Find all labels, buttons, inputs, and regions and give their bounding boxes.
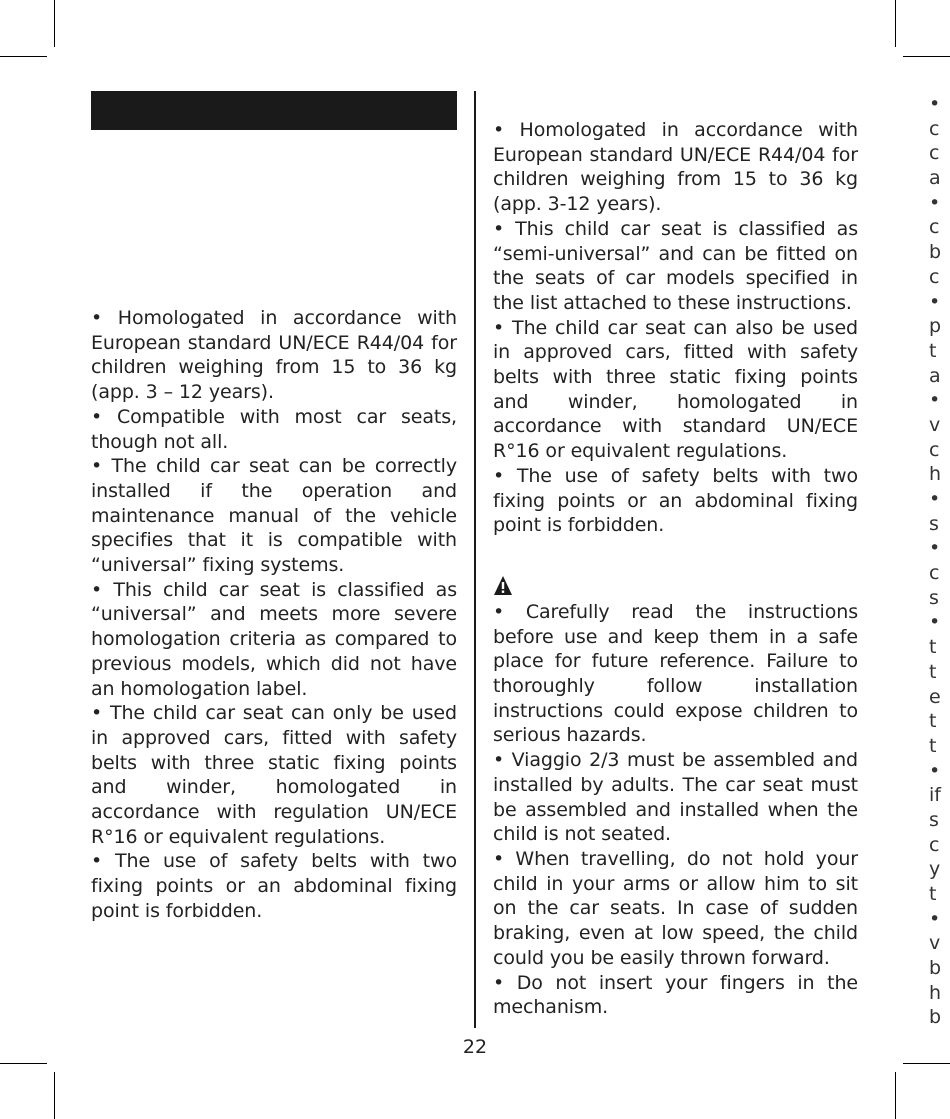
crop-mark [54,0,55,47]
section-header-bar [91,91,457,130]
edge-fragment: a [929,167,941,190]
edge-fragment: c [929,117,940,140]
crop-mark [903,1063,950,1064]
warning-triangle-icon [493,575,513,597]
edge-fragment: s [929,808,939,831]
edge-fragment: • [929,290,941,313]
edge-fragment: p [929,315,942,338]
bullet-paragraph: • This child car seat is classified as “universal” and meets more severe homologation criteria as compared to previous models, which did not have an homologation label. [91,578,457,700]
crop-mark [0,56,47,57]
edge-fragment: t [929,339,937,362]
left-column [91,306,457,924]
crop-mark [903,56,950,57]
edge-fragment: if [929,784,941,807]
crop-mark [54,1072,55,1119]
warning-paragraph: • Do not insert your fingers in the mechanism. [493,971,858,1019]
edge-fragment: c [929,833,940,856]
edge-fragment: h [929,463,942,486]
bullet-paragraph: • The child car seat can also be used in approved cars, fitted with safety belts with three static fixing points and winder, homologated in accordance with standard UN/ECE R°16 or equivalent regulations. [493,316,858,463]
edge-fragment: b [929,957,942,980]
edge-fragment: t [929,660,937,683]
next-page-text-fragments [929,92,950,1030]
edge-fragment: • [929,93,941,115]
edge-fragment: a [929,364,941,387]
edge-fragment: c [929,265,940,288]
crop-mark [895,0,896,47]
edge-fragment: s [929,512,939,535]
edge-fragment: t [929,636,937,659]
edge-fragment: c [929,562,940,585]
edge-fragment: b [929,1006,942,1029]
edge-fragment: v [929,413,941,436]
crop-mark [895,1072,896,1119]
bullet-paragraph: • Compatible with most car seats, though not all. [91,405,457,453]
edge-fragment: c [929,438,940,461]
middle-column [493,118,858,1020]
edge-fragment: t [929,883,937,905]
edge-fragment: • [929,389,941,412]
edge-fragment: v [929,932,941,955]
edge-fragment: h [929,981,942,1004]
warning-paragraph: • When travelling, do not hold your child in your arms or allow him to sit on the car seats. In case of sudden braking, even at low speed, the child could you be easily thrown forward. [493,847,858,969]
column-divider [474,91,476,1028]
bullet-paragraph: • Homologated in accordance with European standard UN/ECE R44/04 for children weighing from 15 to 36 kg (app. 3 – 12 years). [91,307,457,404]
edge-fragment: • [929,907,941,930]
bullet-paragraph: • This child car seat is classified as “semi-universal” and can be fitted on the seats of car models specified in the list attached to these instructions. [493,217,858,314]
bullet-paragraph: • The child car seat can be correctly installed if the operation and maintenance manual of the vehicle specifies that it is compatible with “universal” fixing systems. [91,455,457,577]
edge-fragment: • [929,488,941,510]
edge-fragment: s [929,586,939,609]
edge-fragment: e [929,685,941,708]
edge-fragment: y [929,858,941,881]
edge-fragment: • [929,759,941,782]
edge-fragment: c [929,216,940,239]
edge-fragment: • [929,191,941,214]
edge-fragment: • [929,611,941,634]
edge-fragment: c [929,142,940,165]
bullet-paragraph: • Homologated in accordance with European standard UN/ECE R44/04 for children weighing from 15 to 36 kg (app. 3-12 years). [493,119,858,216]
warning-paragraph: • Viaggio 2/3 must be assembled and installed by adults. The car seat must be assembled and installed when the child is not seated. [493,749,858,846]
edge-fragment: b [929,241,942,264]
bullet-paragraph: • The child car seat can only be used in approved cars, fitted with safety belts with three static fixing points and winder, homologated in accordance with regulation UN/ECE R°16 or equivalent regulations. [91,702,457,848]
edge-fragment: t [929,734,937,757]
bullet-paragraph: • The use of safety belts with two fixing points or an abdominal fixing point is forbidden. [493,464,858,537]
edge-fragment: t [929,710,937,733]
warning-paragraph: • Carefully read the instructions before use and keep them in a safe place for future reference. Failure to thoroughly follow installation instructions could expose children to serious hazards. [493,600,858,747]
crop-mark [0,1063,47,1064]
bullet-paragraph: • The use of safety belts with two fixing points or an abdominal fixing point is forbidden. [91,850,457,922]
edge-fragment: • [929,537,941,560]
page-number: 22 [462,1036,488,1058]
